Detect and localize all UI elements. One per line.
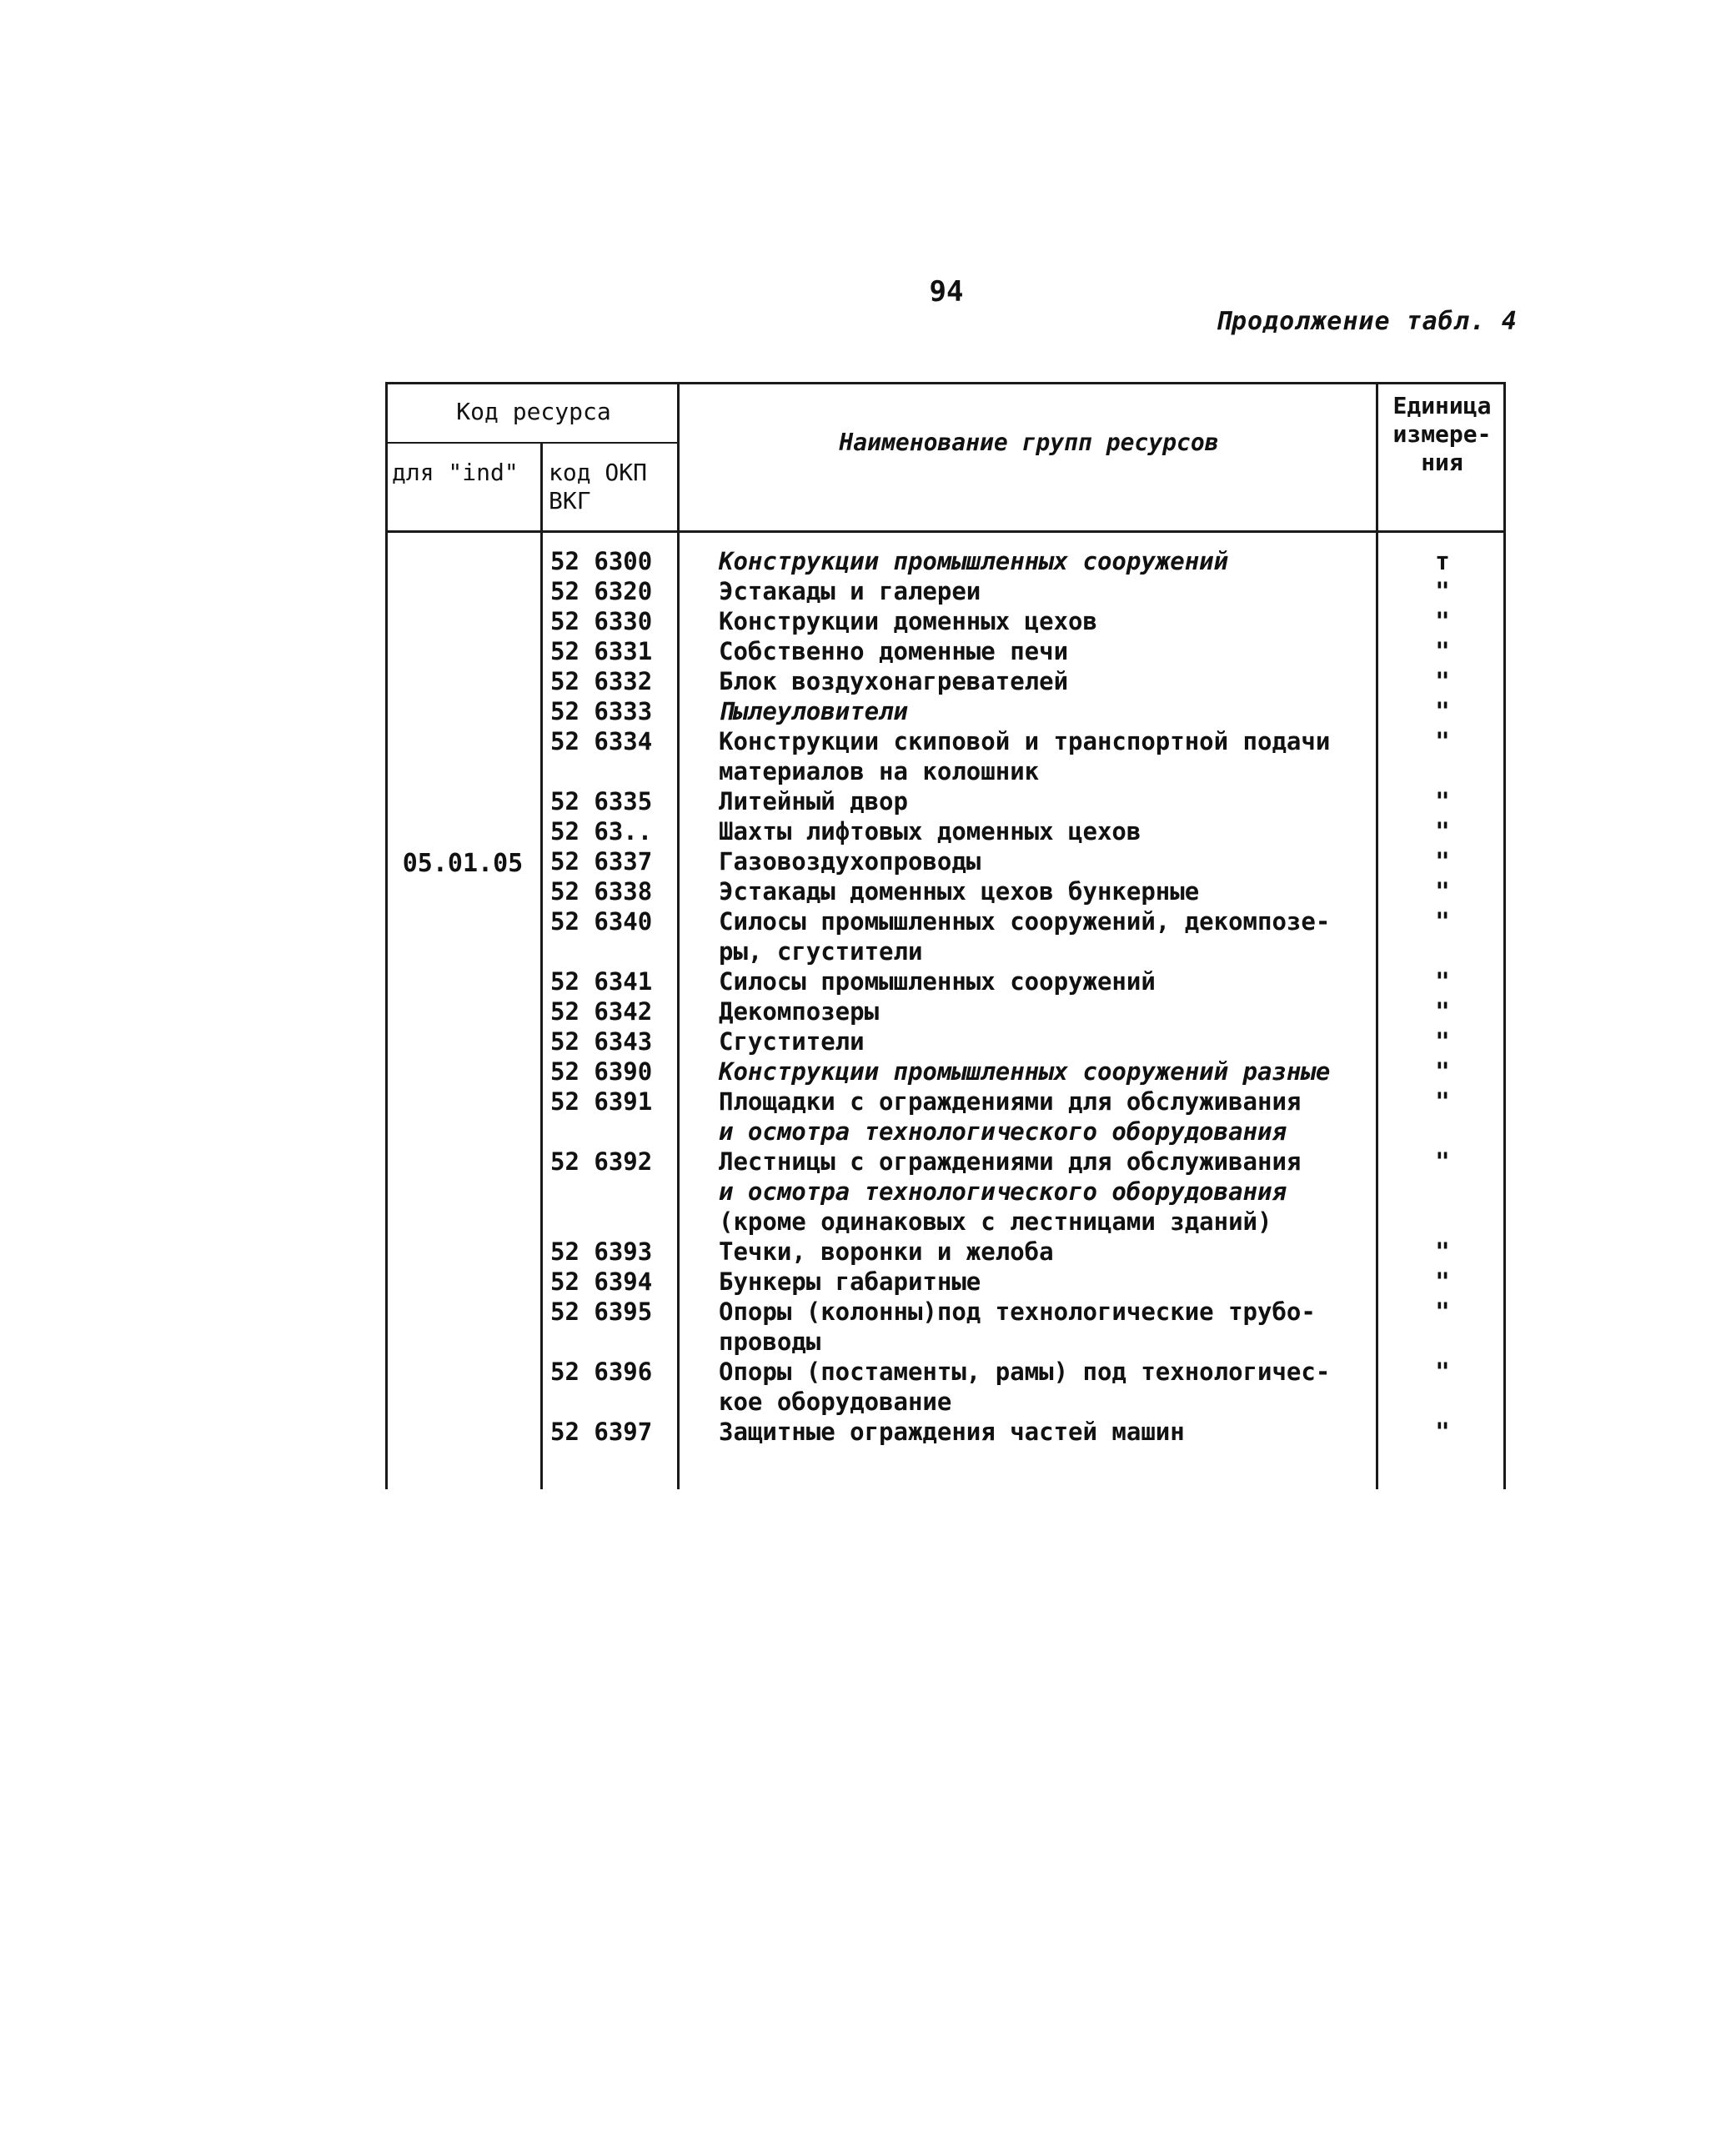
header-unit: Единица измере-ния: [1392, 392, 1492, 476]
row-code: 52 6338: [550, 877, 653, 906]
row-code: 52 6332: [550, 667, 653, 695]
row-unit: ": [1435, 637, 1450, 665]
row-code: 52 6320: [550, 577, 653, 605]
row-name: Эстакады доменных цехов бункерные: [719, 877, 1200, 906]
row-name-continued: и осмотра технологического оборудования: [719, 1117, 1287, 1146]
table-right-border: [1503, 382, 1506, 1489]
ind-code-value: 05.01.05: [402, 849, 524, 878]
row-code: 52 6391: [550, 1087, 653, 1116]
row-name: Газовоздухопроводы: [719, 847, 981, 876]
row-name: Конструкции промышленных сооружений: [719, 547, 1229, 575]
row-name-continued: и осмотра технологического оборудования: [719, 1177, 1287, 1206]
row-name: Опоры (колонны)под технологические трубо-: [719, 1297, 1316, 1326]
row-code: 52 6341: [550, 967, 653, 996]
row-name: Сгустители: [719, 1027, 865, 1056]
row-name-continued: ры, сгустители: [719, 937, 923, 966]
row-unit: ": [1435, 1297, 1450, 1326]
row-name: Конструкции доменных цехов: [719, 607, 1097, 635]
row-unit: ": [1435, 997, 1450, 1026]
row-unit: т: [1435, 547, 1450, 575]
row-code: 52 6300: [550, 547, 653, 575]
row-unit: ": [1435, 787, 1450, 816]
row-code: 52 6343: [550, 1027, 653, 1056]
row-unit: ": [1435, 1087, 1450, 1116]
row-unit: ": [1435, 1237, 1450, 1266]
row-name: Опоры (постаменты, рамы) под технологичес-: [719, 1358, 1331, 1386]
row-name: Конструкции промышленных сооружений разные: [719, 1057, 1331, 1086]
row-name: Эстакады и галереи: [719, 577, 981, 605]
row-code: 52 6392: [550, 1147, 653, 1176]
continuation-label: Продолжение табл. 4: [1215, 307, 1518, 336]
row-code: 52 6397: [550, 1418, 653, 1446]
row-unit: ": [1435, 1147, 1450, 1176]
row-name: Пылеуловители: [719, 697, 908, 725]
row-name: Течки, воронки и желоба: [719, 1237, 1054, 1266]
header-okp-code: код ОКП ВКГ: [549, 459, 648, 514]
row-unit: ": [1435, 1057, 1450, 1086]
row-unit: ": [1435, 907, 1450, 936]
row-code: 52 6342: [550, 997, 653, 1026]
row-code: 52 63..: [550, 817, 653, 846]
row-name: Защитные ограждения частей машин: [719, 1418, 1185, 1446]
header-bottom-border: [385, 530, 1506, 533]
header-subdivider: [385, 442, 679, 444]
row-code: 52 6395: [550, 1297, 653, 1326]
row-code: 52 6334: [550, 727, 653, 755]
row-name-continued: материалов на колошник: [719, 757, 1040, 785]
row-name: Силосы промышленных сооружений, декомпозе-: [719, 907, 1331, 936]
row-name: Бункеры габаритные: [719, 1267, 981, 1296]
row-name-continued: (кроме одинаковых с лестницами зданий): [719, 1207, 1272, 1236]
column-divider-ind: [540, 442, 543, 1489]
row-unit: ": [1435, 1027, 1450, 1056]
row-unit: ": [1435, 607, 1450, 635]
row-name: Конструкции скиповой и транспортной подачи: [719, 727, 1331, 755]
row-name-continued: кое оборудование: [719, 1388, 952, 1416]
row-code: 52 6394: [550, 1267, 653, 1296]
row-name: Литейный двор: [719, 787, 908, 816]
row-unit: ": [1435, 967, 1450, 996]
row-name: Площадки с ограждениями для обслуживания: [719, 1087, 1302, 1116]
page-number: 94: [929, 275, 964, 309]
row-code: 52 6340: [550, 907, 653, 936]
row-code: 52 6330: [550, 607, 653, 635]
row-code: 52 6335: [550, 787, 653, 816]
header-group-name: Наименование групп ресурсов: [839, 429, 1219, 456]
table-left-border: [385, 382, 388, 1489]
row-unit: ": [1435, 697, 1450, 725]
row-unit: ": [1435, 877, 1450, 906]
row-code: 52 6390: [550, 1057, 653, 1086]
row-code: 52 6331: [550, 637, 653, 665]
row-name: Собственно доменные печи: [719, 637, 1069, 665]
header-resource-code: Код ресурса: [456, 398, 611, 425]
row-code: 52 6393: [550, 1237, 653, 1266]
row-code: 52 6333: [550, 697, 653, 725]
row-unit: ": [1435, 727, 1450, 755]
row-name-continued: проводы: [719, 1327, 821, 1356]
row-unit: ": [1435, 817, 1450, 846]
column-divider-code: [677, 382, 680, 1489]
row-unit: ": [1435, 667, 1450, 695]
header-ind-code: для "ind": [392, 459, 519, 486]
row-name: Шахты лифтовых доменных цехов: [719, 817, 1141, 846]
row-unit: ": [1435, 847, 1450, 876]
table-top-border: [385, 382, 1506, 384]
row-code: 52 6337: [550, 847, 653, 876]
row-code: 52 6396: [550, 1358, 653, 1386]
row-name: Силосы промышленных сооружений: [719, 967, 1156, 996]
row-name: Лестницы с ограждениями для обслуживания: [719, 1147, 1302, 1176]
row-unit: ": [1435, 1267, 1450, 1296]
row-name: Блок воздухонагревателей: [719, 667, 1069, 695]
row-unit: ": [1435, 1418, 1450, 1446]
row-name: Декомпозеры: [719, 997, 880, 1026]
row-unit: ": [1435, 577, 1450, 605]
row-unit: ": [1435, 1358, 1450, 1386]
